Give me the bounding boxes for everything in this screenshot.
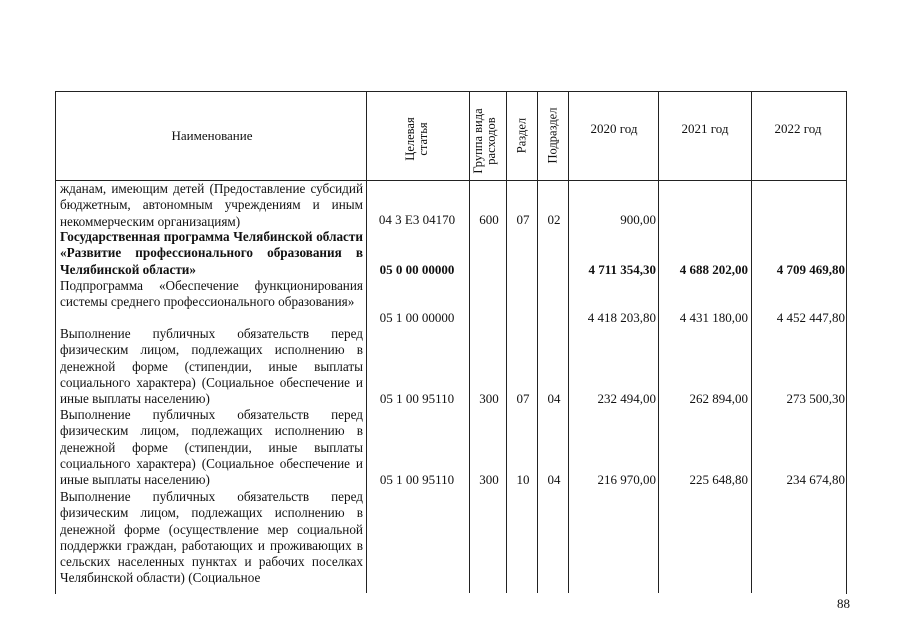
row-code: 05 1 00 00000 [379, 310, 455, 325]
row-value-2020: 216 970,00 [597, 472, 656, 487]
header-section: Раздел [514, 117, 529, 154]
page-number: 88 [837, 596, 850, 611]
row-value-2021: 225 648,80 [689, 472, 748, 487]
row-value-2020: 4 711 354,30 [588, 262, 656, 277]
col-divider [366, 91, 367, 593]
row-subsection: 04 [547, 472, 561, 487]
row-value-2020: 4 418 203,80 [587, 310, 656, 325]
row-value-2022: 234 674,80 [786, 472, 845, 487]
row-value-2021: 4 431 180,00 [679, 310, 748, 325]
row-name: Выполнение публичных обязательств перед физическим лицом, подлежащих исполнению в денежной форме (стипендии, иные выплаты социального характера) (Социальное обеспечение и иные выплаты населению) [60, 326, 363, 407]
row-value-2022: 4 452 447,80 [776, 310, 845, 325]
header-name: Наименование [171, 128, 253, 143]
row-value-2022: 273 500,30 [786, 391, 845, 406]
row-code: 05 1 00 95110 [379, 472, 455, 487]
header-2020: 2020 год [590, 121, 638, 136]
row-section: 07 [516, 212, 530, 227]
row-code: 05 1 00 95110 [379, 391, 455, 406]
row-value-2020: 232 494,00 [597, 391, 656, 406]
header-2022: 2022 год [774, 121, 822, 136]
row-name: Выполнение публичных обязательств перед физическим лицом, подлежащих исполнению в денежной форме (стипендии, иные выплаты социального характера) (Социальное обеспечение и иные выплаты населению) [60, 407, 363, 488]
row-subsection: 04 [547, 391, 561, 406]
header-group: Группа вида расходов [471, 108, 498, 174]
row-name: Государственная программа Челябинской области «Развитие профессионального образования в Челябинской области» [60, 229, 363, 277]
row-group: 300 [479, 391, 499, 406]
row-name: Подпрограмма «Обеспечение функционирования системы среднего профессионального образования» [60, 278, 363, 310]
col-divider [568, 91, 569, 593]
row-group: 600 [479, 212, 499, 227]
row-subsection: 02 [547, 212, 561, 227]
row-code: 04 3 Е3 04170 [378, 212, 456, 227]
col-divider [469, 91, 470, 593]
row-code: 05 0 00 00000 [379, 262, 455, 277]
header-target: Целевая статья [403, 117, 430, 161]
col-divider [658, 91, 659, 593]
header-2021: 2021 год [681, 121, 729, 136]
col-divider [506, 91, 507, 593]
col-divider [537, 91, 538, 593]
row-value-2020: 900,00 [620, 212, 656, 227]
row-value-2021: 4 688 202,00 [679, 262, 748, 277]
col-divider [751, 91, 752, 593]
row-name: жданам, имеющим детей (Предоставление субсидий бюджетным, автономным учреждениям и иным некоммерческим организациям) [60, 181, 363, 229]
header-subsection: Подраздел [545, 107, 560, 164]
row-section: 10 [516, 472, 530, 487]
row-section: 07 [516, 391, 530, 406]
row-value-2022: 4 709 469,80 [776, 262, 845, 277]
row-value-2021: 262 894,00 [689, 391, 748, 406]
row-name: Выполнение публичных обязательств перед физическим лицом, подлежащих исполнению в денежной форме (осуществление мер социальной поддержки граждан, работающих и проживающих в сельских населенных пунктах и рабочих поселках Челябинской области) (Социальное [60, 489, 363, 586]
row-group: 300 [479, 472, 499, 487]
